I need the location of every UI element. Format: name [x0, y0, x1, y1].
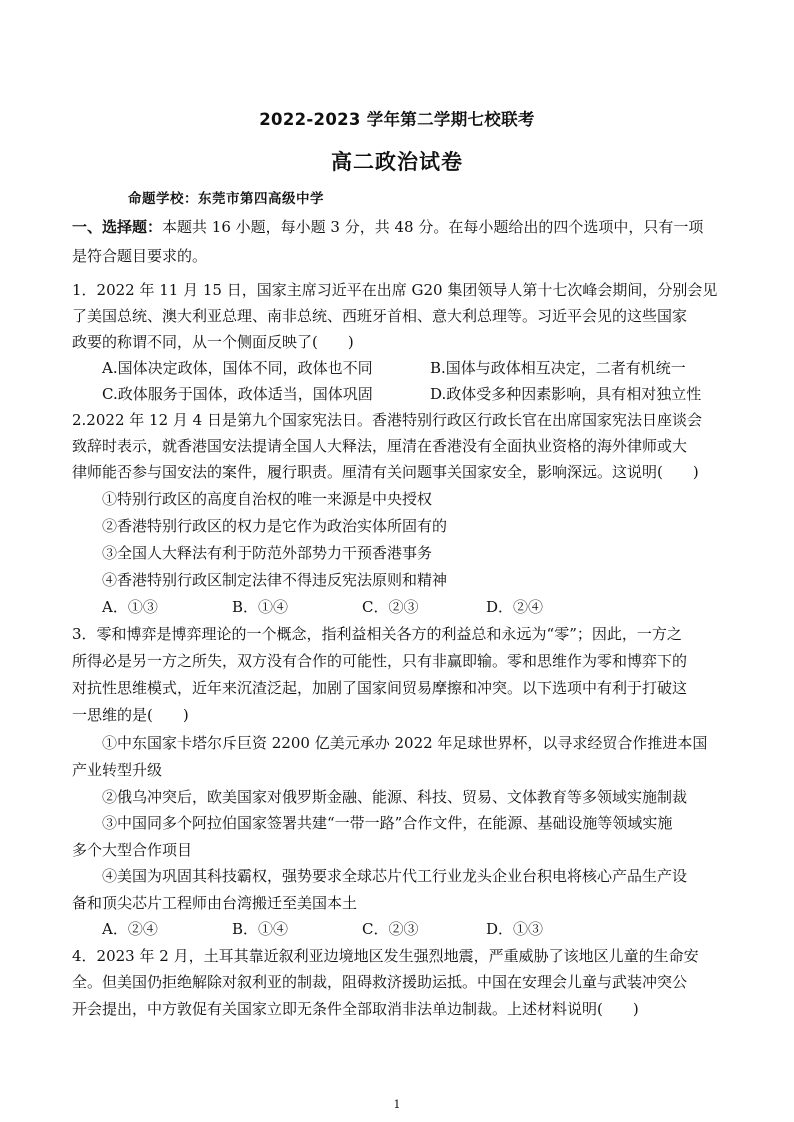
q4-line-1: 4．2023 年 2 月，土耳其靠近叙利亚边境地区发生强烈地震，严重威胁了该地区儿童的生命安	[72, 947, 699, 965]
q1-line-1: 1．2022 年 11 月 15 日，国家主席习近平在出席 G20 集团领导人第十七次峰会期间，分别会见	[72, 281, 718, 299]
section-heading-line	[72, 217, 732, 237]
q2-option-c: C．②③	[362, 598, 419, 616]
q3-statement-1b: 产业转型升级	[72, 761, 163, 779]
q3-statement-4a: ④美国为巩固其科技霸权，强势要求全球芯片代工行业龙头企业台积电将核心产品生产设	[102, 867, 688, 885]
q1-option-c: C.政体服务于国体，政体适当，国体巩固	[102, 385, 373, 403]
q2-option-d: D．②④	[486, 598, 544, 616]
q2-statement-4: ④香港特别行政区制定法律不得违反宪法原则和精神	[102, 571, 448, 589]
q2-statement-1: ①特别行政区的高度自治权的唯一来源是中央授权	[102, 490, 433, 508]
q3-statement-1a: ①中东国家卡塔尔斥巨资 2200 亿美元承办 2022 年足球世界杯，以寻求经贸合作推进本国	[102, 734, 708, 752]
section-heading: 一、选择题：	[72, 218, 163, 236]
q2-option-a: A．①③	[102, 598, 158, 616]
q3-line-4: 一思维的是( )	[72, 706, 189, 724]
q2-option-b: B．①④	[232, 598, 289, 616]
q1-line-2: 了美国总统、澳大利亚总理、南非总统、西班牙首相、意大利总理等。习近平会见的这些国家	[72, 307, 688, 325]
q1-option-b: B.国体与政体相互决定，二者有机统一	[430, 359, 686, 377]
school-line: 命题学校：东莞市第四高级中学	[128, 191, 324, 207]
q2-line-1: 2.2022 年 12 月 4 日是第九个国家宪法日。香港特别行政区行政长官在出席国家宪法日座谈会	[72, 411, 702, 429]
q2-statement-3: ③全国人大释法有利于防范外部势力干预香港事务	[102, 544, 433, 562]
q4-line-2: 全。但美国仍拒绝解除对叙利亚的制裁，阻碍救济援助运抵。中国在安理会儿童与武装冲突公	[72, 973, 688, 991]
page-number: 1	[393, 1098, 401, 1111]
q3-statement-3a: ③中国同多个阿拉伯国家签署共建“一带一路”合作文件，在能源、基础设施等领域实施	[102, 814, 673, 832]
q3-option-d: D．①③	[486, 920, 544, 938]
q3-statement-4b: 备和顶尖芯片工程师由台湾搬迁至美国本土	[72, 894, 358, 912]
q3-line-3: 对抗性思维模式，近年来沉渣泛起，加剧了国家间贸易摩擦和冲突。以下选项中有利于打破这	[72, 679, 688, 697]
q3-option-b: B．①④	[232, 920, 289, 938]
q3-statement-2: ②俄乌冲突后，欧美国家对俄罗斯金融、能源、科技、贸易、文体教育等多领域实施制裁	[102, 788, 688, 806]
q3-statement-3b: 多个大型合作项目	[72, 841, 193, 859]
q3-line-1: 3．零和博弈是博弈理论的一个概念，指利益相关各方的利益总和永远为“零”；因此，一方之	[72, 625, 682, 643]
q1-line-3: 政要的称谓不同，从一个侧面反映了( )	[72, 333, 354, 351]
q2-line-2: 致辞时表示，就香港国安法提请全国人大释法，厘清在香港没有全面执业资格的海外律师或大	[72, 437, 688, 455]
section-desc-2: 是符合题目要求的。	[72, 247, 208, 265]
q3-option-c: C．②③	[362, 920, 419, 938]
q4-line-3: 开会提出，中方敦促有关国家立即无条件全部取消非法单边制裁。上述材料说明( )	[72, 1000, 639, 1018]
q2-line-3: 律师能否参与国安法的案件，履行职责。厘清有关问题事关国家安全，影响深远。这说明( )	[72, 463, 699, 481]
q1-option-d: D.政体受多种因素影响，具有相对独立性	[430, 385, 702, 403]
q2-statement-2: ②香港特别行政区的权力是它作为政治实体所固有的	[102, 517, 448, 535]
q3-option-a: A．②④	[102, 920, 158, 938]
q1-option-a: A.国体决定政体，国体不同，政体也不同	[102, 359, 373, 377]
q3-line-2: 所得必是另一方之所失，双方没有合作的可能性，只有非赢即输。零和思维作为零和博弈下的	[72, 652, 688, 670]
exam-title: 2022-2023 学年第二学期七校联考	[259, 110, 535, 129]
section-desc-1: 本题共 16 小题，每小题 3 分，共 48 分。在每小题给出的四个选项中，只有一项	[162, 218, 704, 236]
exam-subtitle: 高二政治试卷	[331, 150, 463, 174]
